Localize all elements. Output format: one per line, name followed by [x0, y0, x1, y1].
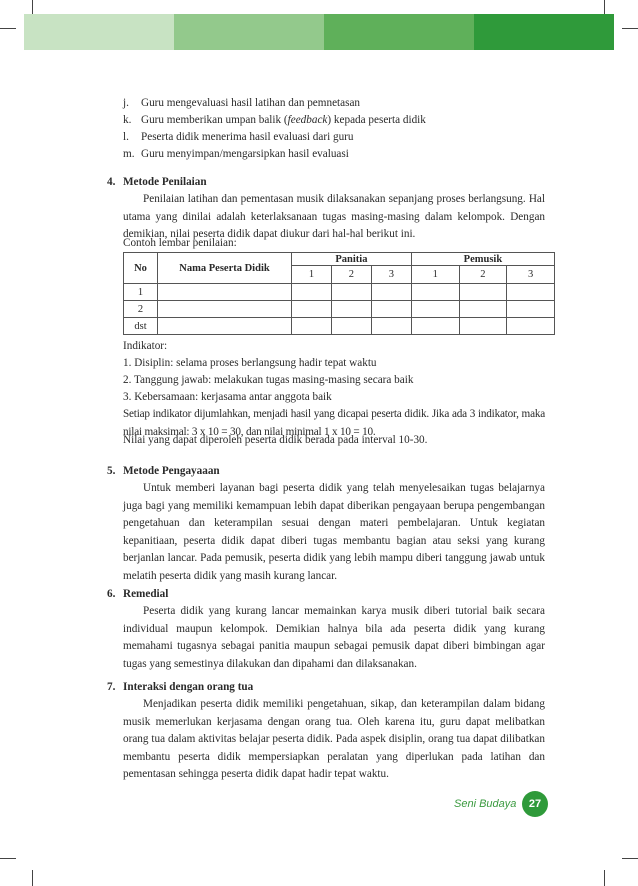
section-heading: 7. Interaksi dengan orang tua — [107, 681, 254, 693]
section-heading: 4. Metode Penilaian — [107, 176, 207, 188]
table-header-name: Nama Peserta Didik — [158, 253, 292, 284]
assessment-table — [123, 252, 555, 335]
section-heading: 6. Remedial — [107, 588, 169, 600]
list-item: m. Guru menyimpan/mengarsipkan hasil evaluasi — [123, 148, 349, 160]
indicator-item: 1. Disiplin: selama proses berlangsung hadir tepat waktu — [123, 357, 377, 369]
section-heading: 5. Metode Pengayaaan — [107, 465, 220, 477]
table-cell: 2 — [124, 301, 158, 318]
table-subheader: 2 — [459, 266, 507, 284]
paragraph: Setiap indikator dijumlahkan, menjadi hasil yang dicapai peserta didik. Jika ada 3 indikator, maka nilai maksimal: 3 x 10 = 30, dan nilai minimal 1 x 10 = 10. — [123, 408, 545, 438]
table-header-panitia: Panitia — [292, 253, 412, 266]
list-item: l. Peserta didik menerima hasil evaluasi dari guru — [123, 131, 354, 143]
table-row — [124, 284, 555, 301]
crop-mark — [604, 870, 605, 886]
header-band-1 — [24, 14, 174, 50]
table-subheader: 3 — [371, 266, 411, 284]
paragraph: Penilaian latihan dan pementasan musik dilaksanakan sepanjang proses berlangsung. Hal utama yang dinilai adalah keterlaksanaan tugas masing-masing dalam kelompok. Dengan demikian, nilai peserta didik dapat diukur dari hal-hal berikut ini. — [123, 193, 545, 240]
table-subheader: 2 — [331, 266, 371, 284]
table-caption: Contoh lembar penilaian: — [123, 237, 237, 249]
table-row — [124, 318, 555, 335]
table-header-no: No — [124, 253, 158, 284]
table-cell: dst — [124, 318, 158, 335]
header-band-4 — [474, 14, 614, 50]
page-number: 27 — [522, 791, 548, 817]
paragraph: Peserta didik yang kurang lancar memainkan karya musik diberi tutorial baik secara individual maupun kelompok. Demikian halnya bila ada peserta didik yang kurang memahami tugasnya sebagai panitia maupun sebagai pemusik dapat diberi bimbingan agar tugas yang semestinya dilakukan dan dipahami dan dilaksanakan. — [123, 605, 545, 670]
table-subheader: 1 — [292, 266, 332, 284]
list-item: j. Guru mengevaluasi hasil latihan dan pemnetasan — [123, 97, 361, 109]
paragraph: Untuk memberi layanan bagi peserta didik yang telah menyelesaikan tugas belajarnya juga bagi yang memiliki kemampuan lebih dapat diberikan pengayaan berupa pengembangan pengetahuan dan keterampilan sesuai dengan materi pembelajaran. Untuk kegiatan kepanitiaan, peserta didik dapat diberi tugas membantu bagian atau seksi yang kurang berjanlan lancar. Pada pemusik, peserta didik yang lebih mampu diberi tanggung jawab untuk melatih peserta didik yang masih kurang lancar. — [123, 482, 545, 582]
crop-mark — [0, 28, 16, 29]
table-subheader: 1 — [411, 266, 459, 284]
table-row — [124, 301, 555, 318]
indicator-item: 3. Kebersamaan: kerjasama antar anggota baik — [123, 391, 332, 403]
footer-book-title: Seni Budaya — [454, 798, 517, 810]
indicator-label: Indikator: — [123, 340, 168, 352]
crop-mark — [622, 28, 638, 29]
crop-mark — [622, 858, 638, 859]
header-band-3 — [324, 14, 474, 50]
table-cell: 1 — [124, 284, 158, 301]
crop-mark — [32, 870, 33, 886]
header-band-2 — [174, 14, 324, 50]
paragraph: Menjadikan peserta didik memiliki pengetahuan, sikap, dan keterampilan dalam bidang musik memerlukan kerjasama dengan orang tua. Oleh karena itu, guru dapat melibatkan orang tua dalam aktivitas belajar peserta didik. Pada aspek disiplin, orang tua dapat dilibatkan membantu peserta didik mempersiapkan peralatan yang diperlukan pada latihan dan pementasan sehingga peserta didik dapat hadir tepat waktu. — [123, 698, 545, 780]
indicator-item: 2. Tanggung jawab: melakukan tugas masing-masing secara baik — [123, 374, 414, 386]
paragraph: Nilai yang dapat diperoleh peserta didik berada pada interval 10-30. — [123, 434, 428, 446]
crop-mark — [0, 858, 16, 859]
table-header-pemusik: Pemusik — [411, 253, 554, 266]
table-subheader: 3 — [507, 266, 555, 284]
list-item: k. Guru memberikan umpan balik (feedback) kepada peserta didik — [123, 114, 426, 126]
